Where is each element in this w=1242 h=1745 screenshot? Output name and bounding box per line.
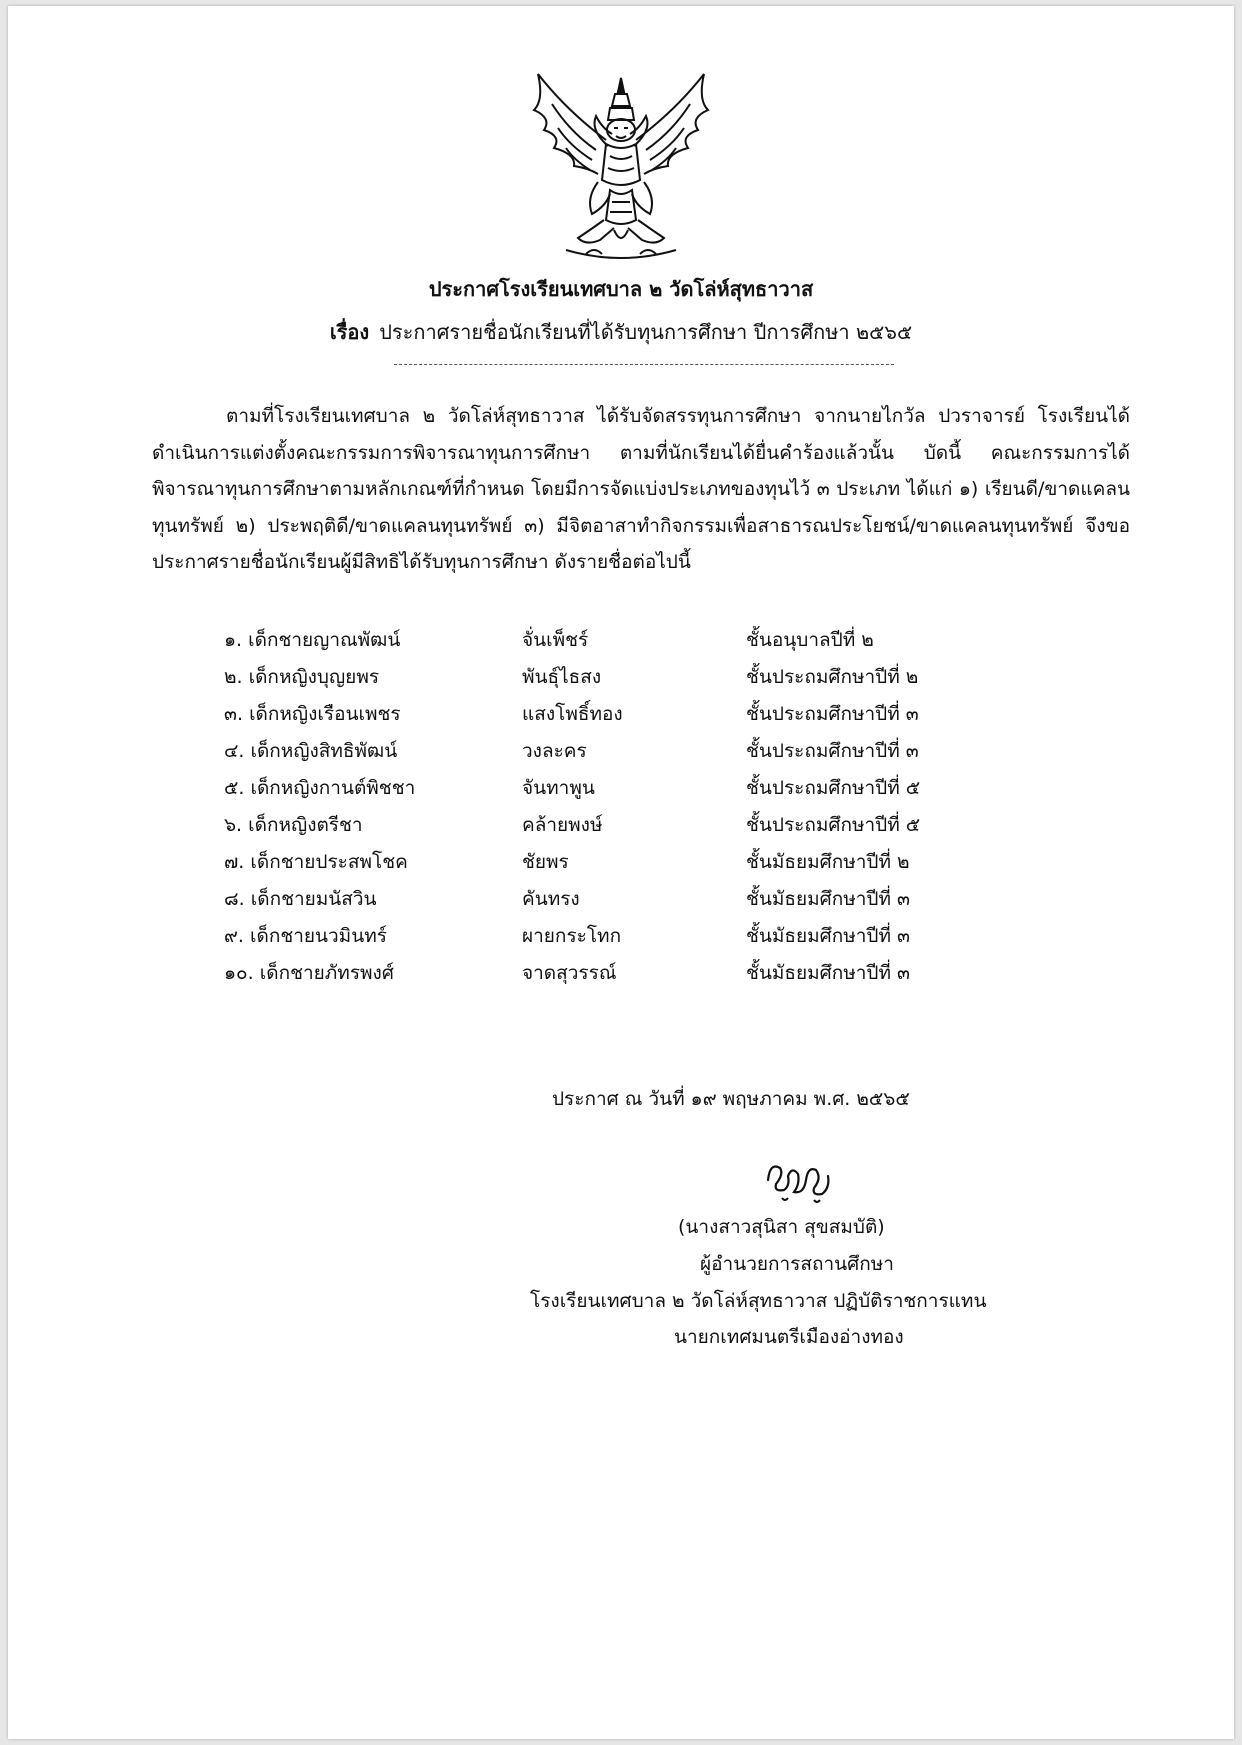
student-row bbox=[0, 958, 1242, 992]
student-name: ๖. เด็กหญิงตรีชา bbox=[224, 814, 363, 836]
student-name: ๓. เด็กหญิงเรือนเพชร bbox=[224, 703, 401, 725]
student-row bbox=[0, 699, 1242, 733]
student-class: ชั้นประถมศึกษาปีที่ ๓ bbox=[746, 740, 919, 762]
announce-date: ประกาศ ณ วันที่ ๑๙ พฤษภาคม พ.ศ. ๒๕๖๕ bbox=[552, 1088, 910, 1110]
student-class: ชั้นมัธยมศึกษาปีที่ ๓ bbox=[746, 925, 911, 947]
student-name: ๑๐. เด็กชายภัทรพงศ์ bbox=[224, 962, 394, 984]
subject-label: เรื่อง bbox=[329, 320, 370, 344]
student-name: ๘. เด็กชายมนัสวิน bbox=[224, 888, 377, 910]
signer-position: ผู้อำนวยการสถานศึกษา bbox=[700, 1253, 894, 1275]
student-row bbox=[0, 736, 1242, 770]
student-surname: แสงโพธิ์ทอง bbox=[522, 703, 623, 725]
subject-text: ประกาศรายชื่อนักเรียนที่ได้รับทุนการศึกษา ปีการศึกษา ๒๕๖๕ bbox=[379, 320, 913, 344]
student-surname: ผายกระโทก bbox=[522, 925, 622, 947]
signer-position-mayor: นายกเทศมนตรีเมืองอ่างทอง bbox=[674, 1326, 904, 1348]
signer-position-acting: โรงเรียนเทศบาล ๒ วัดโล่ห์สุทธาวาส ปฏิบัติราชการแทน bbox=[530, 1290, 987, 1312]
garuda-emblem-icon bbox=[526, 70, 716, 265]
student-class: ชั้นประถมศึกษาปีที่ ๕ bbox=[746, 814, 921, 836]
student-row bbox=[0, 847, 1242, 881]
student-row bbox=[0, 884, 1242, 918]
student-surname: คล้ายพงษ์ bbox=[522, 814, 603, 836]
body-text: ตามที่โรงเรียนเทศบาล ๒ วัดโล่ห์สุทธาวาส ได้รับจัดสรรทุนการศึกษา จากนายไกวัล ปวราจารย์ โรงเรียนได้ดำเนินการแต่งตั้งคณะกรรมการพิจารณาทุนการศึกษา ตามที่นักเรียนได้ยื่นคำร้องแล้วนั้น บัดนี้ คณะกรรมการได้พิจารณาทุนการศึกษาตามหลักเกณฑ์ที่กำหนด โดยมีการจัดแบ่งประเภทของทุนไว้ ๓ ประเภท ได้แก่ ๑) เรียนดี/ขาดแคลนทุนทรัพย์ ๒) ประพฤติดี/ขาดแคลนทุนทรัพย์ ๓) มีจิตอาสาทำกิจกรรมเพื่อสาธารณประโยชน์/ขาดแคลนทุนทรัพย์ จึงขอประกาศรายชื่อนักเรียนผู้มีสิทธิได้รับทุนการศึกษา ดังรายชื่อต่อไปนี้ bbox=[152, 405, 1130, 573]
signer-name: (นางสาวสุนิสา สุขสมบัติ) bbox=[678, 1216, 885, 1238]
student-surname: วงละคร bbox=[522, 740, 587, 762]
student-name: ๔. เด็กหญิงสิทธิพัฒน์ bbox=[224, 740, 398, 762]
announcement-subject bbox=[0, 316, 1242, 348]
dashed-divider bbox=[394, 364, 894, 365]
student-class: ชั้นประถมศึกษาปีที่ ๕ bbox=[746, 777, 921, 799]
student-class: ชั้นมัธยมศึกษาปีที่ ๓ bbox=[746, 962, 911, 984]
student-surname: ชัยพร bbox=[522, 851, 569, 873]
announcement-title: ประกาศโรงเรียนเทศบาล ๒ วัดโล่ห์สุทธาวาส bbox=[428, 277, 814, 301]
body-paragraph bbox=[152, 398, 1130, 581]
student-class: ชั้นประถมศึกษาปีที่ ๒ bbox=[746, 666, 919, 688]
student-row bbox=[0, 625, 1242, 659]
student-name: ๑. เด็กชายญาณพัฒน์ bbox=[224, 629, 401, 651]
student-row bbox=[0, 810, 1242, 844]
student-surname: จั่นเพ็ชร์ bbox=[522, 629, 589, 651]
student-class: ชั้นมัธยมศึกษาปีที่ ๓ bbox=[746, 888, 911, 910]
student-row bbox=[0, 662, 1242, 696]
student-class: ชั้นอนุบาลปีที่ ๒ bbox=[746, 629, 874, 651]
student-surname: พันธุ์ไธสง bbox=[522, 666, 602, 688]
student-row bbox=[0, 773, 1242, 807]
student-surname: จาดสุวรรณ์ bbox=[522, 962, 617, 984]
student-row bbox=[0, 921, 1242, 955]
student-name: ๗. เด็กชายประสพโชค bbox=[224, 851, 408, 873]
student-surname: คันทรง bbox=[522, 888, 580, 910]
student-class: ชั้นมัธยมศึกษาปีที่ ๒ bbox=[746, 851, 910, 873]
student-name: ๒. เด็กหญิงบุญยพร bbox=[224, 666, 380, 688]
student-name: ๕. เด็กหญิงกานต์พิชชา bbox=[224, 777, 416, 799]
signature-icon bbox=[760, 1140, 838, 1210]
student-name: ๙. เด็กชายนวมินทร์ bbox=[224, 925, 387, 947]
student-surname: จันทาพูน bbox=[522, 777, 595, 799]
student-class: ชั้นประถมศึกษาปีที่ ๓ bbox=[746, 703, 919, 725]
